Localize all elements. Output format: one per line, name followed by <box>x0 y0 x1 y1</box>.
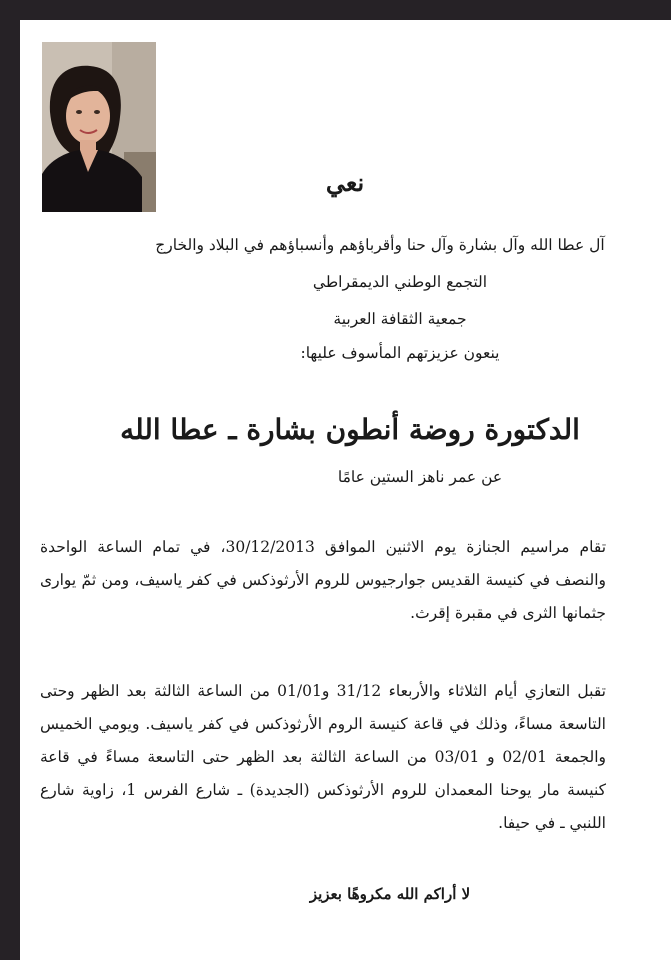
dark-frame-top <box>0 0 671 20</box>
condolence-paragraph: تقبل التعازي أيام الثلاثاء والأربعاء 31/12 و01/01 من الساعة الثالثة بعد الظهر وحتى التاسعة مساءً، وذلك في قاعة كنيسة الروم الأرثوذكس في كفر ياسيف. ويومي الخميس والجمعة 02/01 و 03/01 من الساعة الثالثة بعد الظهر حتى التاسعة مساءً في قاعة كنيسة مار يوحنا المعمدان للروم الأرثوذكس (الجديدة) ـ شارع الفرس 1، زاوية شارع اللنبي ـ في حيفا. <box>40 682 607 832</box>
organization-line: جمعية الثقافة العربية <box>333 310 467 328</box>
dark-frame-left <box>0 0 20 960</box>
obituary-page <box>20 20 671 960</box>
deceased-photo <box>42 42 156 212</box>
funeral-paragraph: تقام مراسيم الجنازة يوم الاثنين الموافق 30/12/2013، في تمام الساعة الواحدة والنصف في كنيسة القديس جوارجيوس للروم الأرثوذكس في كفر ياسيف، ومن ثمّ يوارى جثمانها الثرى في مقبرة إقرث. <box>40 538 607 622</box>
organization-line: التجمع الوطني الديمقراطي <box>312 273 488 291</box>
closing-line: لا أراكم الله مكروهًا بعزيز <box>309 885 471 903</box>
deceased-name-heading: الدكتورة روضة أنطون بشارة ـ عطا الله <box>120 413 580 446</box>
announcement-title: نعي <box>325 168 365 197</box>
age-line: عن عمر ناهز الستين عامًا <box>337 468 503 486</box>
families-line: آل عطا الله وآل بشارة وآل حنا وأقرباؤهم وأنسباؤهم في البلاد والخارج <box>155 236 605 254</box>
mourn-line: ينعون عزيزتهم المأسوف عليها: <box>300 344 500 362</box>
